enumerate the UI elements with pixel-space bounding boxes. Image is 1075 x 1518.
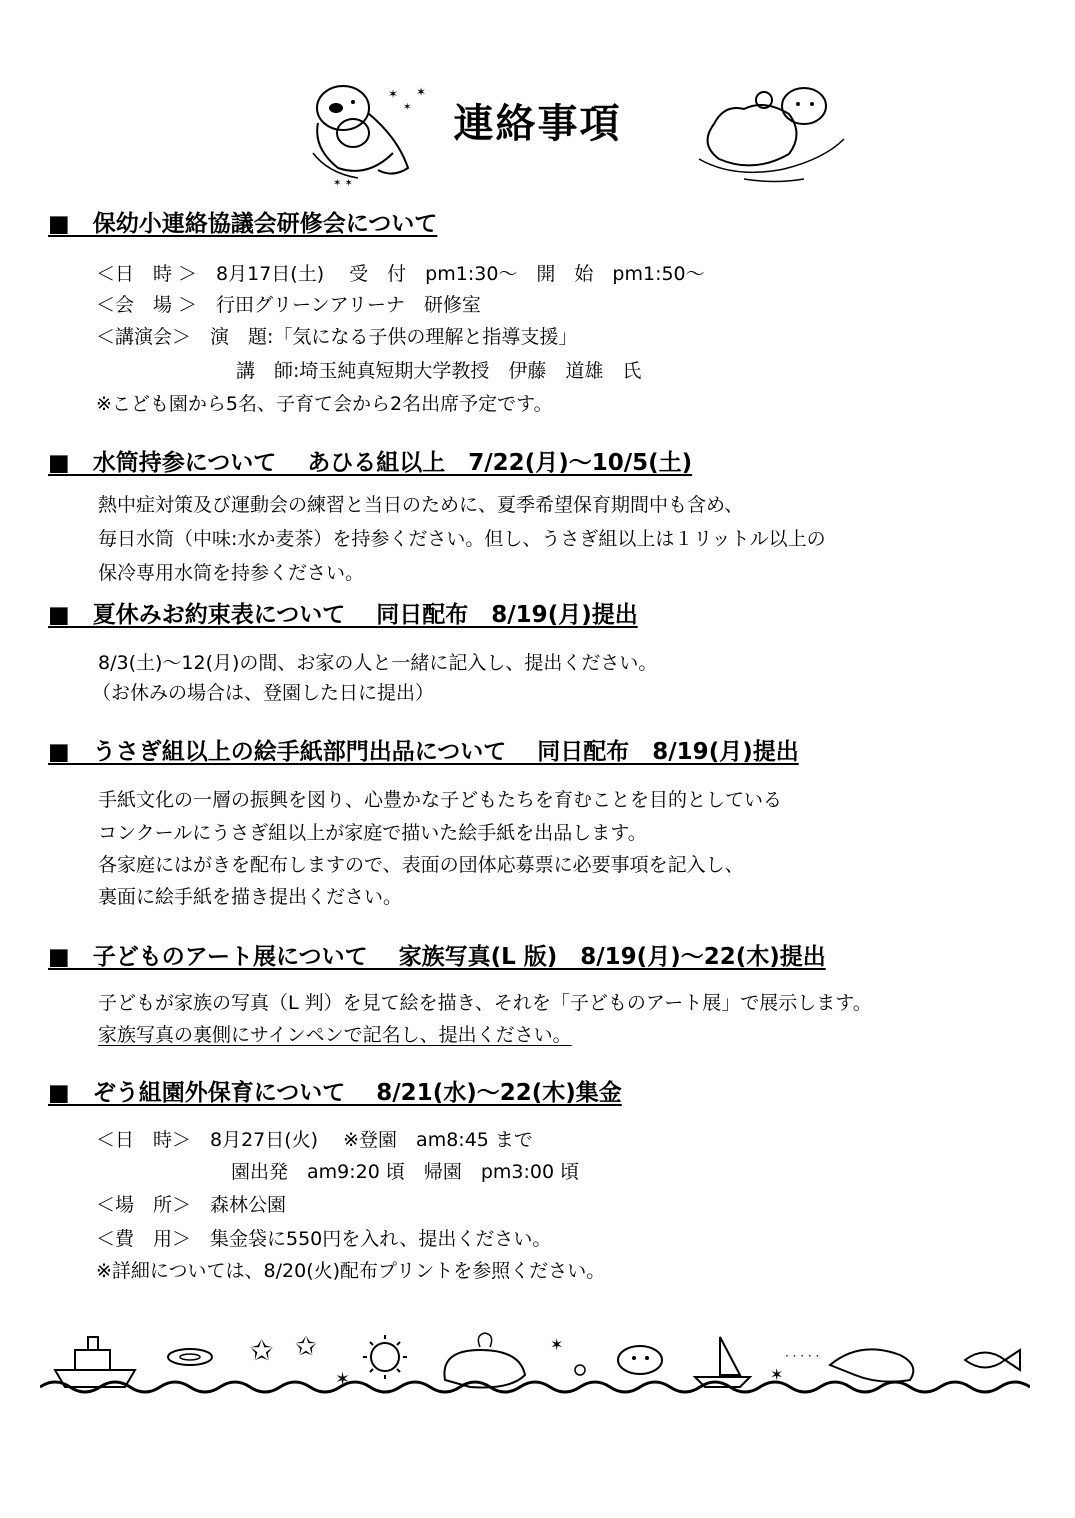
svg-text:✩: ✩ — [250, 1334, 274, 1367]
sailboat-icon — [695, 1337, 750, 1387]
svg-text:✶ ✶: ✶ ✶ — [333, 178, 353, 188]
section-4-line-1: 手紙文化の一層の振興を図り、心豊かな子どもたちを育むことを目的としている — [98, 789, 783, 811]
section-1-line-1: ＜日 時 ＞ 8月17日(土) 受 付 pm1:30～ 開 始 pm1:50～ — [96, 263, 705, 285]
section-6-line-5: ※詳細については、8/20(火)配布プリントを参照ください。 — [96, 1260, 606, 1282]
svg-text:✶: ✶ — [403, 102, 412, 113]
section-heading-5: ■ 子どものアート展について 家族写真(L 版) 8/19(月)～22(木)提出 — [48, 944, 826, 970]
svg-text:✶: ✶ — [388, 87, 399, 101]
svg-text:✶: ✶ — [550, 1335, 564, 1354]
section-6-line-3: ＜場 所＞ 森林公園 — [96, 1194, 287, 1216]
section-4-line-4: 裏面に絵手紙を描き提出ください。 — [98, 886, 403, 908]
otter-illustration-right — [694, 84, 854, 194]
boat-icon — [55, 1337, 135, 1387]
section-heading-4: ■ うさぎ組以上の絵手紙部門出品について 同日配布 8/19(月)提出 — [48, 739, 799, 765]
section-4-line-3: 各家庭にはがきを配布しますので、表面の団体応募票に必要事項を記入し、 — [98, 854, 744, 876]
section-6-line-2: 園出発 am9:20 頃 帰園 pm3:00 頃 — [231, 1161, 580, 1183]
svg-text:✶: ✶ — [770, 1365, 784, 1384]
svg-text:✶: ✶ — [416, 85, 427, 99]
section-3-line-2: （お休みの場合は、登園した日に提出） — [92, 682, 435, 704]
section-heading-2: ■ 水筒持参について あひる組以上 7/22(月)～10/5(土) — [48, 450, 693, 476]
section-5-line-1: 子どもが家族の写真（L 判）を見て絵を描き、それを「子どものアート展」で展示します。 — [98, 992, 872, 1014]
section-2-line-1: 熱中症対策及び運動会の練習と当日のために、夏季希望保育期間中も含め、 — [98, 494, 744, 516]
section-5-line-2: 家族写真の裏側にサインペンで記名し、提出ください。 — [98, 1024, 572, 1046]
section-heading-3: ■ 夏休みお約束表について 同日配布 8/19(月)提出 — [48, 602, 638, 628]
seal-icon — [618, 1346, 662, 1374]
section-2-line-3: 保冷専用水筒を持参ください。 — [98, 562, 365, 584]
sea-border-illustration — [40, 1325, 1030, 1405]
section-1-line-2: ＜会 場 ＞ 行田グリーンアリーナ 研修室 — [96, 294, 481, 316]
fish-icon — [965, 1350, 1020, 1370]
section-2-line-2: 毎日水筒（中味:水か麦茶）を持参ください。但し、うさぎ組以上は１リットル以上の — [98, 528, 826, 550]
whale-icon — [444, 1333, 525, 1388]
section-1-line-5: ※こども園から5名、子育て会から2名出席予定です。 — [96, 393, 553, 415]
section-heading-6: ■ ぞう組園外保育について 8/21(水)～22(木)集金 — [48, 1080, 622, 1106]
svg-text:· · · · ·: · · · · · — [785, 1349, 820, 1363]
section-6-line-4: ＜費 用＞ 集金袋に550円を入れ、提出ください。 — [96, 1228, 552, 1250]
svg-text:✩: ✩ — [295, 1332, 317, 1362]
section-4-line-2: コンクールにうさぎ組以上が家庭で描いた絵手紙を出品します。 — [98, 822, 647, 844]
section-3-line-1: 8/3(土)～12(月)の間、お家の人と一緒に記入し、提出ください。 — [98, 652, 658, 674]
sun-icon — [363, 1335, 407, 1379]
section-1-line-4: 講 師:埼玉純真短期大学教授 伊藤 道雄 氏 — [236, 360, 642, 382]
section-heading-1: ■ 保幼小連絡協議会研修会について — [48, 211, 438, 237]
svg-text:✶: ✶ — [335, 1369, 351, 1390]
section-1-line-3: ＜講演会＞ 演 題:「気になる子供の理解と指導支援」 — [96, 326, 578, 348]
page-title: 連絡事項 — [453, 101, 622, 147]
dolphin-icon — [830, 1349, 913, 1381]
section-6-line-1: ＜日 時＞ 8月27日(火) ※登園 am8:45 まで — [96, 1129, 533, 1151]
